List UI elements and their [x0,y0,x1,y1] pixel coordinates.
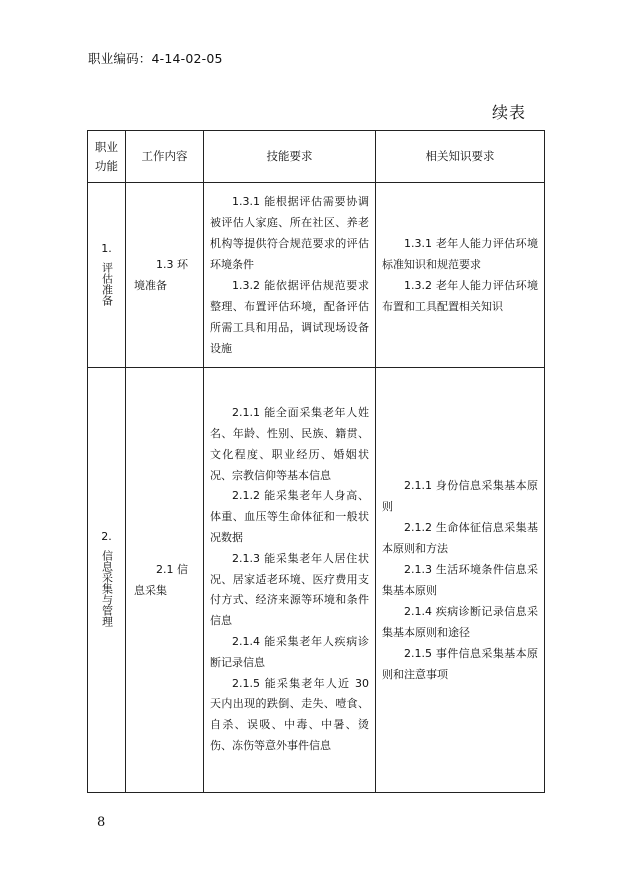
knowledge-item: 2.1.2 生命体征信息采集基本原则和方法 [382,521,538,555]
knowledge-cell [376,183,545,368]
content-cell: 1.3 环境准备 [126,183,204,368]
skill-item: 2.1.1 能全面采集老年人姓名、年龄、性别、民族、籍贯、文化程度、职业经历、婚姻状况、宗教信仰等基本信息 [210,406,369,482]
skills-cell [204,183,376,368]
content-cell: 2.1 信息采集 [126,368,204,793]
skills-cell [204,368,376,793]
continued-label: 续表 [491,103,526,122]
header-knowledge: 相关知识要求 [376,131,545,183]
occupation-code: 职业编码：4-14-02-05 [88,51,223,66]
function-cell [88,183,126,368]
function-name: 信息采集与管理 [100,550,114,627]
skill-item: 2.1.5 能采集老年人近 30 天内出现的跌倒、走失、噎食、自杀、误吸、中毒、中暑、烫伤、冻伤等意外事件信息 [210,676,369,752]
header-skills: 技能要求 [204,131,376,183]
table-row [88,183,545,368]
function-name: 评估准备 [100,261,114,306]
header-function: 职业功能 [88,131,126,183]
knowledge-item: 1.3.1 老年人能力评估环境标准知识和规范要求 [382,237,538,271]
knowledge-item: 1.3.2 老年人能力评估环境布置和工具配置相关知识 [382,279,538,313]
skill-item: 2.1.2 能采集老年人身高、体重、血压等生命体征和一般状况数据 [210,489,369,544]
skills-table [87,130,545,793]
function-cell [88,368,126,793]
knowledge-item: 2.1.1 身份信息采集基本原则 [382,479,538,513]
skill-item: 1.3.2 能依据评估规范要求整理、布置评估环境，配备评估所需工具和用品，调试现场设备设施 [210,279,369,355]
knowledge-cell [376,368,545,793]
header-row [88,131,545,183]
table-row [88,368,545,793]
knowledge-item: 2.1.5 事件信息采集基本原则和注意事项 [382,647,538,681]
knowledge-item: 2.1.4 疾病诊断记录信息采集基本原则和途径 [382,605,538,639]
knowledge-item: 2.1.3 生活环境条件信息采集基本原则 [382,563,538,597]
header-content: 工作内容 [126,131,204,183]
function-number: 2. [101,530,112,543]
page-number: 8 [97,815,106,830]
function-number: 1. [101,241,112,255]
skill-item: 2.1.3 能采集老年人居住状况、居家适老环境、医疗费用支付方式、经济来源等环境和条件信息 [210,551,369,628]
skill-item: 2.1.4 能采集老年人疾病诊断记录信息 [210,634,369,669]
skill-item: 1.3.1 能根据评估需要协调被评估人家庭、所在社区、养老机构等提供符合规范要求的评估环境条件 [210,195,369,271]
